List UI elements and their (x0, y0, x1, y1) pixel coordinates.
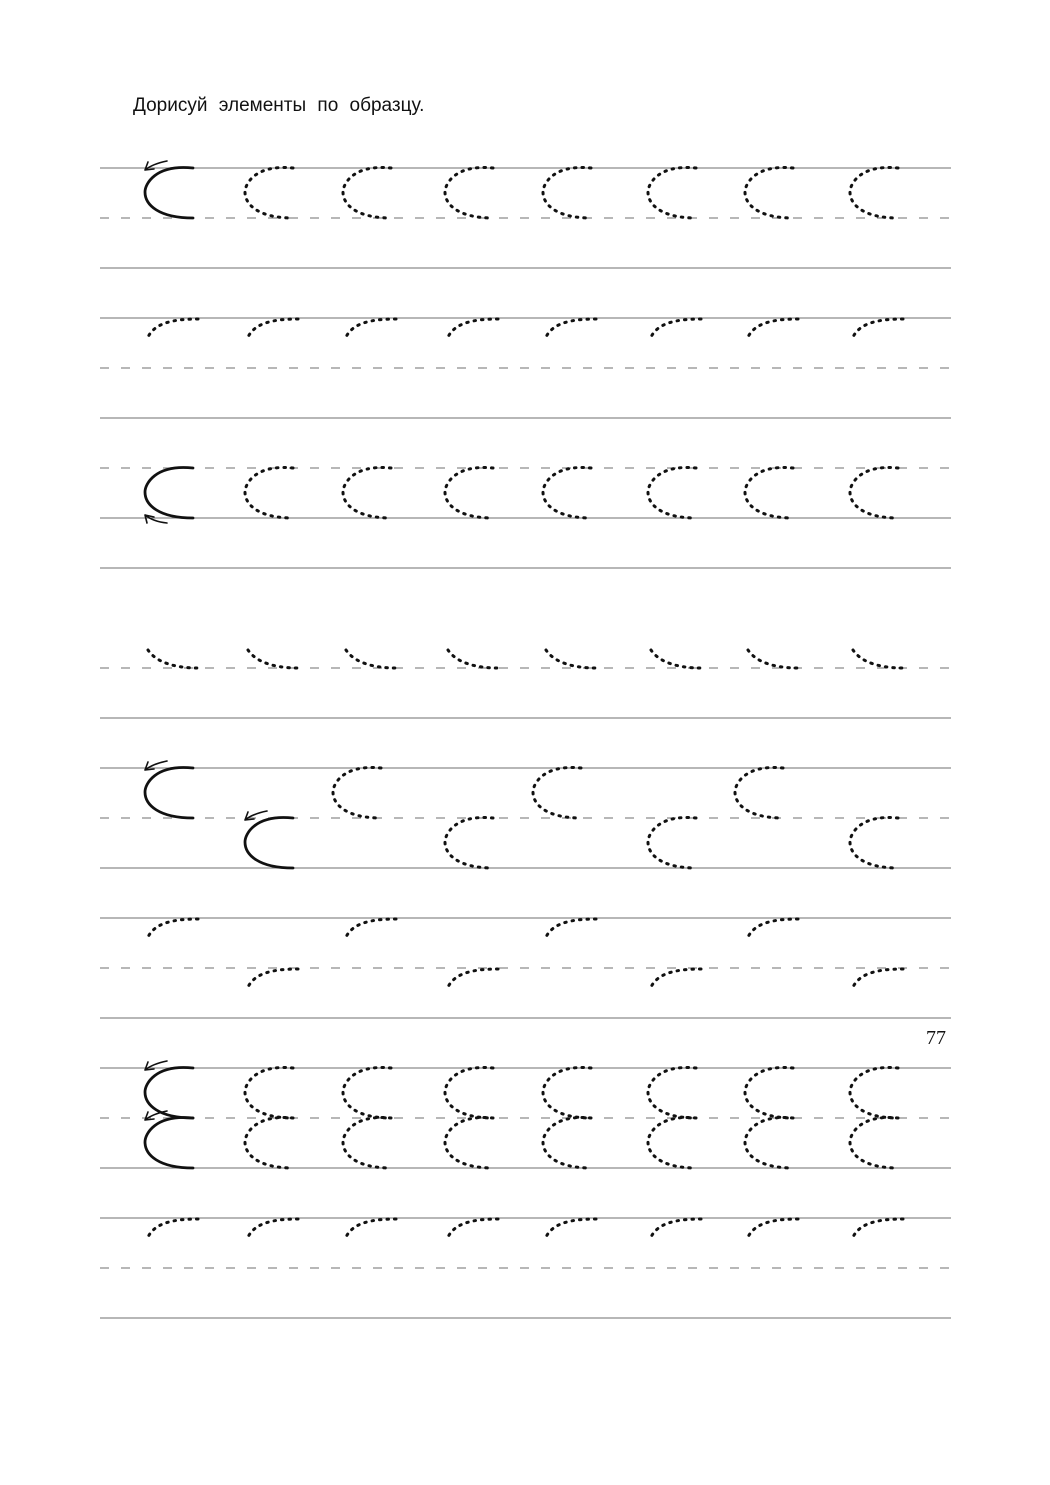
trace-element (648, 817, 696, 868)
trace-hook (546, 1219, 596, 1237)
trace-element (333, 767, 381, 818)
trace-element (533, 767, 581, 818)
trace-element (245, 167, 293, 218)
trace-element (445, 817, 493, 868)
direction-arrow-icon (145, 515, 167, 523)
trace-hook (748, 919, 798, 937)
trace-hook (546, 319, 596, 337)
trace-hook (853, 319, 903, 337)
trace-hook (248, 969, 298, 987)
row-7 (100, 1061, 951, 1168)
trace-hook (748, 650, 798, 668)
trace-hook (148, 1219, 198, 1237)
trace-element (745, 167, 793, 218)
trace-hook (651, 969, 701, 987)
example-element (145, 467, 193, 518)
trace-hook (448, 319, 498, 337)
trace-hook (651, 1219, 701, 1237)
example-element (145, 767, 193, 818)
trace-element (850, 1117, 898, 1168)
trace-element (735, 767, 783, 818)
trace-element (245, 1117, 293, 1168)
instruction-title: Дорисуй элементы по образцу. (133, 95, 425, 116)
trace-element (343, 1067, 391, 1118)
trace-hook (148, 319, 198, 337)
trace-element (850, 1067, 898, 1118)
trace-element (745, 1117, 793, 1168)
example-element (145, 167, 193, 218)
trace-hook (546, 650, 596, 668)
trace-element (648, 1067, 696, 1118)
trace-hook (546, 919, 596, 937)
trace-hook (448, 969, 498, 987)
trace-element (445, 167, 493, 218)
trace-element (850, 467, 898, 518)
example-element (145, 1067, 193, 1118)
trace-element (445, 1117, 493, 1168)
trace-element (648, 167, 696, 218)
trace-element (245, 467, 293, 518)
row-2 (100, 318, 951, 418)
trace-hook (248, 319, 298, 337)
trace-element (543, 1067, 591, 1118)
trace-element (343, 1117, 391, 1168)
trace-hook (448, 1219, 498, 1237)
trace-element (343, 467, 391, 518)
trace-hook (346, 650, 396, 668)
trace-element (543, 167, 591, 218)
trace-hook (248, 650, 298, 668)
row-3 (100, 467, 951, 568)
trace-hook (346, 1219, 396, 1237)
row-5 (100, 761, 951, 868)
trace-element (850, 817, 898, 868)
page-number: 77 (926, 1027, 946, 1049)
trace-element (745, 1067, 793, 1118)
trace-hook (853, 969, 903, 987)
trace-element (245, 1067, 293, 1118)
example-element (145, 1117, 193, 1168)
trace-element (343, 167, 391, 218)
row-1 (100, 161, 951, 268)
row-8 (100, 1218, 951, 1318)
direction-arrow-icon (145, 761, 167, 770)
trace-hook (853, 650, 903, 668)
trace-element (850, 167, 898, 218)
trace-hook (346, 319, 396, 337)
trace-hook (148, 919, 198, 937)
trace-element (648, 467, 696, 518)
trace-element (445, 467, 493, 518)
trace-hook (853, 1219, 903, 1237)
trace-hook (248, 1219, 298, 1237)
trace-hook (651, 319, 701, 337)
trace-hook (748, 319, 798, 337)
trace-element (543, 1117, 591, 1168)
trace-hook (346, 919, 396, 937)
trace-hook (748, 1219, 798, 1237)
trace-hook (651, 650, 701, 668)
trace-element (445, 1067, 493, 1118)
trace-hook (448, 650, 498, 668)
example-element (245, 817, 293, 868)
trace-element (648, 1117, 696, 1168)
row-4 (100, 650, 951, 718)
trace-element (543, 467, 591, 518)
trace-element (745, 467, 793, 518)
trace-hook (148, 650, 198, 668)
row-6 (100, 918, 951, 1018)
direction-arrow-icon (245, 811, 267, 820)
